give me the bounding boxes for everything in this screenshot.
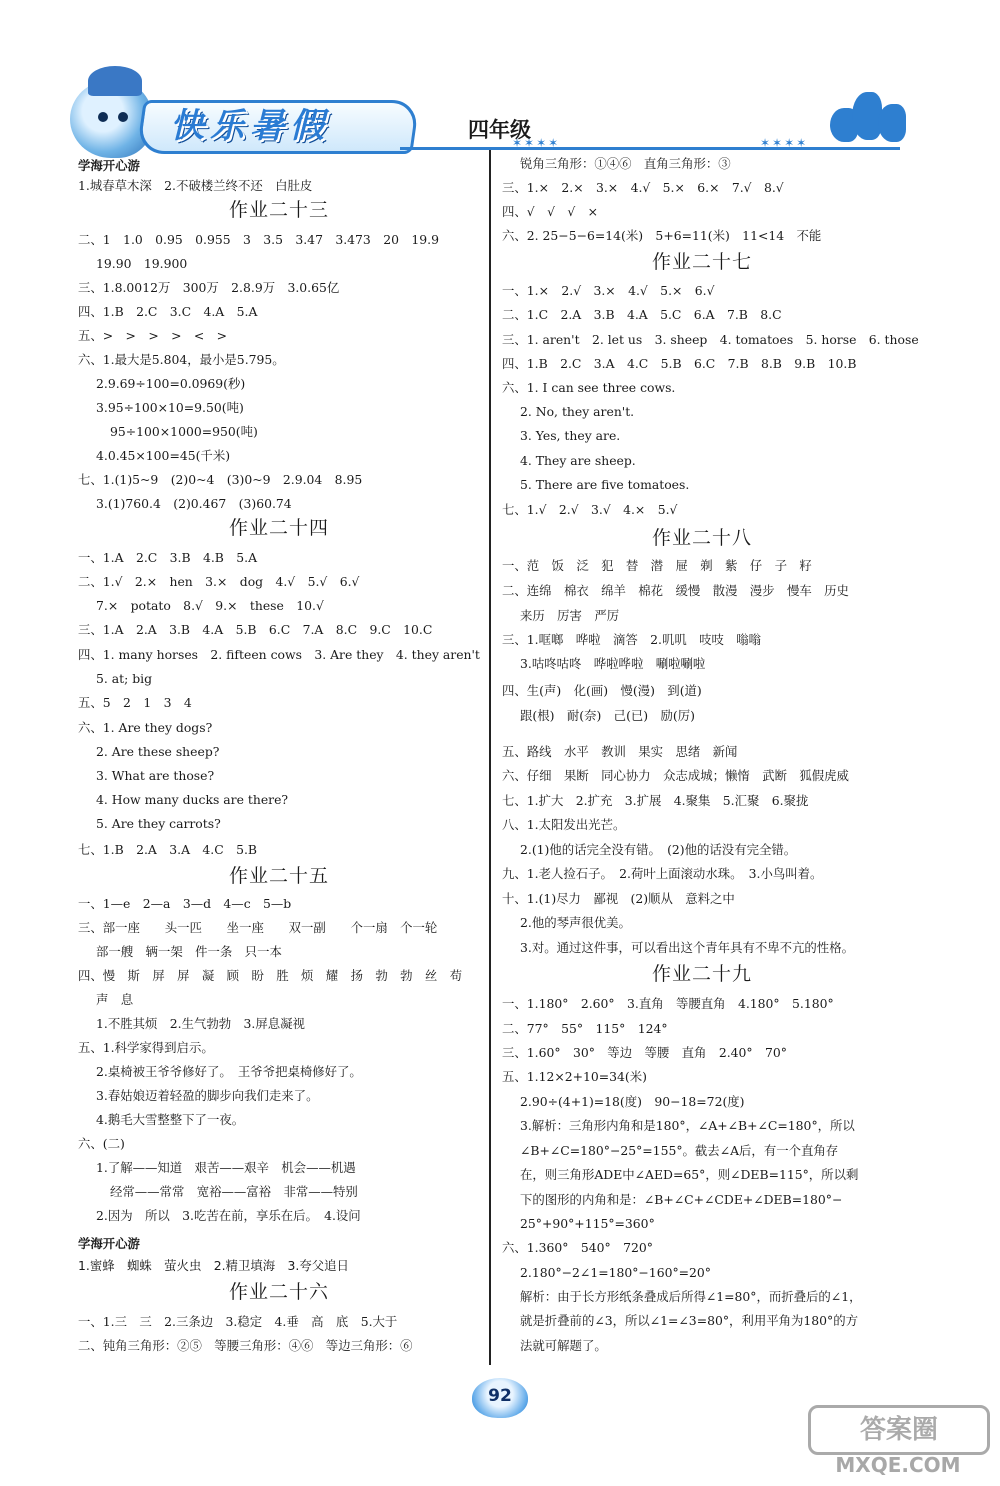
answer-line: 四、生(声) 化(画) 慢(漫) 到(道) (502, 683, 702, 698)
section-title: 学海开心游 (78, 1236, 140, 1251)
answer-line: 3.95÷100×10=9.50(吨) (96, 400, 244, 415)
answer-line: 六、1. Are they dogs? (78, 720, 213, 735)
assignment-heading: 作业二十八 (651, 527, 752, 549)
answer-line: 下的图形的内角和是：∠B+∠C+∠CDE+∠DEB=180°− (520, 1192, 843, 1207)
page-header (60, 72, 920, 162)
answer-line: 跟(根) 耐(奈) 己(已) 励(厉) (520, 708, 695, 723)
answer-line: 五、1.科学家得到启示。 (78, 1040, 214, 1055)
assignment-heading: 作业二十六 (228, 1281, 329, 1303)
wave-decoration-icon (830, 90, 910, 146)
header-rule (400, 147, 900, 150)
answer-line: 二、钝角三角形：②⑤ 等腰三角形：④⑥ 等边三角形：⑥ (78, 1338, 413, 1353)
answer-line: 三、1.× 2.× 3.× 4.√ 5.× 6.× 7.√ 8.√ (502, 180, 784, 195)
grade-label: 四年级 (468, 117, 531, 142)
answer-line: 3. What are those? (96, 768, 215, 783)
answer-line: 三、1.A 2.A 3.B 4.A 5.B 6.C 7.A 8.C 9.C 10.C (78, 622, 433, 637)
answer-line: 四、1.B 2.C 3.A 4.C 5.B 6.C 7.B 8.B 9.B 10.B (502, 356, 857, 371)
answer-line: 1.城春草木深 2.不破楼兰终不还 白肚皮 (78, 178, 313, 193)
page-number: 92 (488, 1386, 512, 1406)
answer-line: 七、1.B 2.A 3.A 4.C 5.B (78, 842, 258, 857)
answer-line: 5. at; big (96, 671, 153, 686)
answer-line: 六、(二) (78, 1136, 125, 1151)
answer-line: 3.(1)760.4 (2)0.467 (3)60.74 (96, 496, 292, 511)
answer-line: 2.他的琴声很优美。 (520, 915, 631, 930)
answer-line: 法就可解题了。 (520, 1338, 607, 1353)
answer-line: 1.了解——知道 艰苦——艰辛 机会——机遇 (96, 1160, 356, 1175)
answer-line: 六、仔细 果断 同心协力 众志成城；懒惰 武断 狐假虎威 (502, 768, 849, 783)
answer-line: 一、1.× 2.√ 3.× 4.√ 5.× 6.√ (502, 283, 715, 298)
answer-line: 四、1.B 2.C 3.C 4.A 5.A (78, 304, 258, 319)
answer-line: 五、路线 水平 教训 果实 思绪 新闻 (502, 744, 738, 759)
answer-line: 在，则三角形ADE中∠AED=65°，则∠DEB=115°，所以剩 (520, 1167, 859, 1182)
assignment-heading: 作业二十三 (228, 199, 329, 221)
star-decoration: ✶✶✶✶ (512, 136, 561, 150)
answer-line: ∠B+∠C=180°−25°=155°。截去∠A后，有一个直角存 (520, 1143, 839, 1158)
answer-line: 2. No, they aren't. (520, 404, 635, 419)
assignment-heading: 作业二十七 (651, 251, 752, 273)
answer-line: 三、部一座 头一匹 坐一座 双一副 个一扇 个一轮 (78, 920, 438, 935)
answer-line: 2. Are these sheep? (96, 744, 220, 759)
answer-line: 七、1.√ 2.√ 3.√ 4.× 5.√ (502, 502, 678, 517)
answer-line: 锐角三角形：①④⑥ 直角三角形：③ (520, 156, 731, 171)
answer-line: 六、2. 25−5−6=14(米) 5+6=11(米) 11<14 不能 (502, 228, 822, 243)
column-divider (489, 150, 491, 1365)
answer-line: 3.对。通过这件事，可以看出这个青年具有不卑不亢的性格。 (520, 940, 854, 955)
page-number-badge (468, 1372, 532, 1420)
answer-line: 2.180°−2∠1=180°−160°=20° (520, 1265, 711, 1280)
answer-line: 1.不胜其烦 2.生气勃勃 3.屏息凝视 (96, 1016, 305, 1031)
answer-line: 四、√ √ √ × (502, 204, 599, 219)
answer-line: 三、1.8.0012万 300万 2.8.9万 3.0.65亿 (78, 280, 340, 295)
answer-line: 七、1.(1)5~9 (2)0~4 (3)0~9 2.9.04 8.95 (78, 472, 363, 487)
mascot-eye (118, 112, 128, 122)
answer-line: 三、1. aren't 2. let us 3. sheep 4. tomatoes 5. horse 6. those (502, 332, 919, 347)
answer-line: 六、1. I can see three cows. (502, 380, 676, 395)
answer-line: 三、1.哐啷 哗啦 滴答 2.叽叽 吱吱 嗡嗡 (502, 632, 762, 647)
answer-line: 来历 厉害 严厉 (520, 608, 620, 623)
answer-line: 八、1.太阳发出光芒。 (502, 817, 626, 832)
answer-line: 一、1.A 2.C 3.B 4.B 5.A (78, 550, 258, 565)
answer-line: 五、5 2 1 3 4 (78, 695, 192, 710)
section-title: 学海开心游 (78, 158, 140, 173)
answer-line: 解析：由于长方形纸条叠成后所得∠1=80°，而折叠后的∠1， (520, 1289, 862, 1304)
watermark (808, 1405, 988, 1479)
answer-line: 1.蜜蜂 蜘蛛 萤火虫 2.精卫填海 3.夸父追日 (78, 1258, 349, 1273)
answer-line: 五、1.12×2+10=34(米) (502, 1069, 647, 1084)
answer-line: 4. How many ducks are there? (96, 792, 289, 807)
star-decoration: ✶✶✶✶ (760, 136, 809, 150)
answer-line: 二、连绵 棉衣 绵羊 棉花 缓慢 散漫 漫步 慢车 历史 (502, 583, 849, 598)
answer-line: 2.桌椅被王爷爷修好了。 王爷爷把桌椅修好了。 (96, 1064, 362, 1079)
answer-line: 六、1.最大是5.804，最小是5.795。 (78, 352, 285, 367)
answer-line: 七、1.扩大 2.扩充 3.扩展 4.聚集 5.汇聚 6.聚拢 (502, 793, 809, 808)
answer-line: 4. They are sheep. (520, 453, 636, 468)
answer-line: 19.90 19.900 (96, 256, 188, 271)
answer-line: 二、1.C 2.A 3.B 4.A 5.C 6.A 7.B 8.C (502, 307, 782, 322)
answer-line: 2.(1)他的话完全没有错。 (2)他的话没有完全错。 (520, 842, 797, 857)
answer-line: 一、1—e 2—a 3—d 4—c 5—b (78, 896, 292, 911)
answer-line: 25°+90°+115°=360° (520, 1216, 655, 1231)
answer-line: 2.因为 所以 3.吃苦在前，享乐在后。 4.设问 (96, 1208, 361, 1223)
answer-line: 四、慢 斯 屏 屏 凝 顾 盼 胜 烦 耀 扬 勃 勃 丝 苟 (78, 968, 463, 983)
answer-line: 二、77° 55° 115° 124° (502, 1021, 668, 1036)
answer-line: 2.90÷(4+1)=18(度) 90−18=72(度) (520, 1094, 745, 1109)
answer-line: 一、范 饭 泛 犯 替 潜 屉 剃 紫 仔 子 籽 (502, 558, 812, 573)
assignment-heading: 作业二十四 (228, 517, 329, 539)
answer-line: 4.鹅毛大雪整整下了一夜。 (96, 1112, 245, 1127)
answer-line: 2.9.69÷100=0.0969(秒) (96, 376, 246, 391)
answer-line: 五、> > > > < > (78, 328, 228, 343)
mascot-eye (98, 112, 108, 122)
answer-line: 就是折叠前的∠3，所以∠1=∠3=80°，利用平角为180°的方 (520, 1313, 859, 1328)
mascot-hat (88, 66, 142, 96)
answer-line: 3.春姑娘迈着轻盈的脚步向我们走来了。 (96, 1088, 319, 1103)
answer-line: 部一艘 辆一架 件一条 只一本 (96, 944, 282, 959)
answer-line: 3. Yes, they are. (520, 428, 621, 443)
answer-line: 7.× potato 8.√ 9.× these 10.√ (96, 598, 324, 613)
answer-line: 十、1.(1)尽力 鄙视 (2)顺从 意料之中 (502, 891, 735, 906)
book-title: 快乐暑假 (170, 106, 330, 146)
assignment-heading: 作业二十九 (651, 963, 752, 985)
answer-line: 六、1.360° 540° 720° (502, 1240, 653, 1255)
answer-line: 5. Are they carrots? (96, 816, 221, 831)
answer-line: 5. There are five tomatoes. (520, 477, 690, 492)
dolphin-mascot-icon (70, 80, 152, 158)
answer-line: 一、1.三 三 2.三条边 3.稳定 4.垂 高 底 5.大于 (78, 1314, 398, 1329)
answer-line: 经常——常常 宽裕——富裕 非常——特别 (110, 1184, 358, 1199)
answer-line: 二、1.√ 2.× hen 3.× dog 4.√ 5.√ 6.√ (78, 574, 360, 589)
answer-line: 95÷100×1000=950(吨) (110, 424, 258, 439)
answer-line: 3.解析：三角形内角和是180°，∠A+∠B+∠C=180°，所以 (520, 1118, 855, 1133)
answer-line: 三、1.60° 30° 等边 等腰 直角 2.40° 70° (502, 1045, 787, 1060)
answer-line: 3.咕咚咕咚 哗啦哗啦 唰啦唰啦 (520, 656, 706, 671)
watermark-seal: 答案圈 (808, 1405, 990, 1455)
assignment-heading: 作业二十五 (228, 865, 329, 887)
watermark-url: MXQE.COM (835, 1453, 961, 1477)
answer-line: 四、1. many horses 2. fifteen cows 3. Are they 4. they aren't (78, 647, 480, 662)
answer-line: 声 息 (96, 992, 134, 1007)
answer-line: 九、1.老人捡石子。 2.荷叶上面滚动水珠。 3.小鸟叫着。 (502, 866, 823, 881)
answer-line: 4.0.45×100=45(千米) (96, 448, 231, 463)
answer-line: 一、1.180° 2.60° 3.直角 等腰直角 4.180° 5.180° (502, 996, 834, 1011)
answer-line: 二、1 1.0 0.95 0.955 3 3.5 3.47 3.473 20 19.9 (78, 232, 439, 247)
